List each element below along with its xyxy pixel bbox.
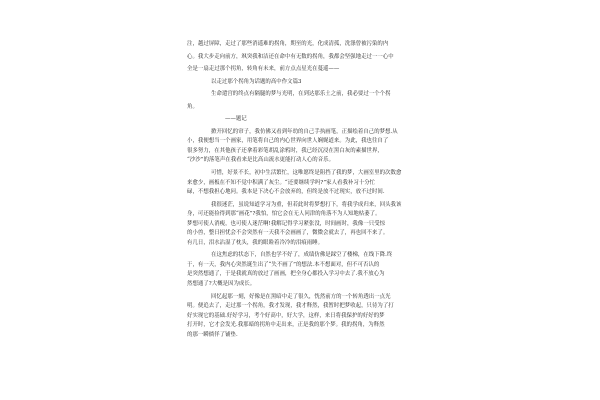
text-line: 小，我便想当一个画家，用笔将自己的内心世界向世人娴娓道来。为此，我也往自了: [187, 138, 389, 145]
text-line: 有几日，泪水沾湿了枕头，我的眼睑着冷冷的泪痕雨睡。: [187, 239, 324, 246]
text-line: 心。我大步走向前方，飒突我和洁还在命中有无数的拐角，我都会坚强地走过一一心中: [187, 53, 394, 60]
text-line: 碌，不想我担心地问。我本是下决心不会放弃的，但终是放不过现实，放不过时间.: [187, 189, 385, 196]
text-line: 我很迷茫，虽说知道学习为重，但若此时将梦想打下，将我学成归来，回头我该: [211, 201, 402, 208]
text-line: 然想通了?大概是因为成长。: [187, 281, 256, 288]
text-line: 是突然想通了，于是我就真的放过了画画，把全身心都投入学习中去了.我不放心为: [187, 271, 385, 278]
text-line: 全是一扇走过那个拐角，转角有未来，前方点点星光在蔓遥——: [187, 66, 340, 73]
essay-title: 以走过那个拐角为话题的高中作文篇3: [211, 78, 302, 85]
text-line: 明。便追去了，走过那一个拐角，我才发现，我才释然，我暂时把梦收起，只待为了打: [187, 303, 394, 310]
epigraph-label: ——题记: [225, 116, 247, 123]
text-line: 身，可还能捡得到那“画花”?我怕，怕它会在无人问津的角落不为人知地枯萎了。: [187, 211, 381, 218]
text-line: 来愈少，画板在不知不觉中积满了灰尘。“还要继续学吗?”家人看我补习十分忙: [187, 179, 376, 186]
text-line: 的那一瞬徜徉了铺垫.: [187, 331, 238, 338]
text-line: 很多努力，在其他孩子还拿着彩笔胡乱涂鸦时，我已经沉浸在黑白灰的素描世界，: [187, 147, 383, 154]
text-line: 回忆起那一刻，好像是在黑暗中走了很久，恍然前方的一个转角透出一点光: [211, 293, 391, 300]
text-line: 好实现它的基础.好好学习，考个好高中，好大学，这样，来日将我保护的好好的梦: [187, 312, 385, 319]
text-line: 生命遣宫的终点有隔腿的梦与光明，在到达那乐土之前，我必要过一个个拐: [211, 91, 391, 98]
text-line: 于，有一天，我内心突然诞生出了“失不画了”的想法.本不想面对，但不可否认的: [187, 261, 380, 268]
text-line: 在这焦虑的状态下，自然也学不好了，成绩仿佛是踩空了楼梯，在线下降.终: [211, 252, 393, 259]
text-line: 打开时，它才会发光.我那暗的拐角中走出来，正是我的那个梦。我的拐角，为释然: [187, 322, 385, 329]
text-line: 角。: [187, 103, 198, 110]
text-line: 可惜，好景不长，初中生活繁忙，这唯愿终是阻挡了我的梦，大画室里的次数愈: [211, 170, 402, 177]
text-line: 掀开回忆的帘子，我仿佛又看到年幼的自己手执画笔，正描绘着自己的梦想.从: [211, 128, 398, 135]
text-line: 的小兽，整日担忧会不会突然有一天我不会画画了，微微会就去了，再也回不来了。: [187, 230, 389, 237]
text-line: 注，越过屏障，走过了那些消遥难的拐角，期至的光，化成清孤，洗涤曾被污染的内: [187, 41, 389, 47]
text-line: 梦想可使人消瘦，也可使人迷茫啊!我解记得学习紧张没，时间画时，我像一只受惊: [187, 220, 386, 227]
text-line: “沙沙”的落笔声在我看来是比高山流水更能打动人心的音乐。: [187, 157, 335, 164]
essay-text: [187, 40, 415, 340]
